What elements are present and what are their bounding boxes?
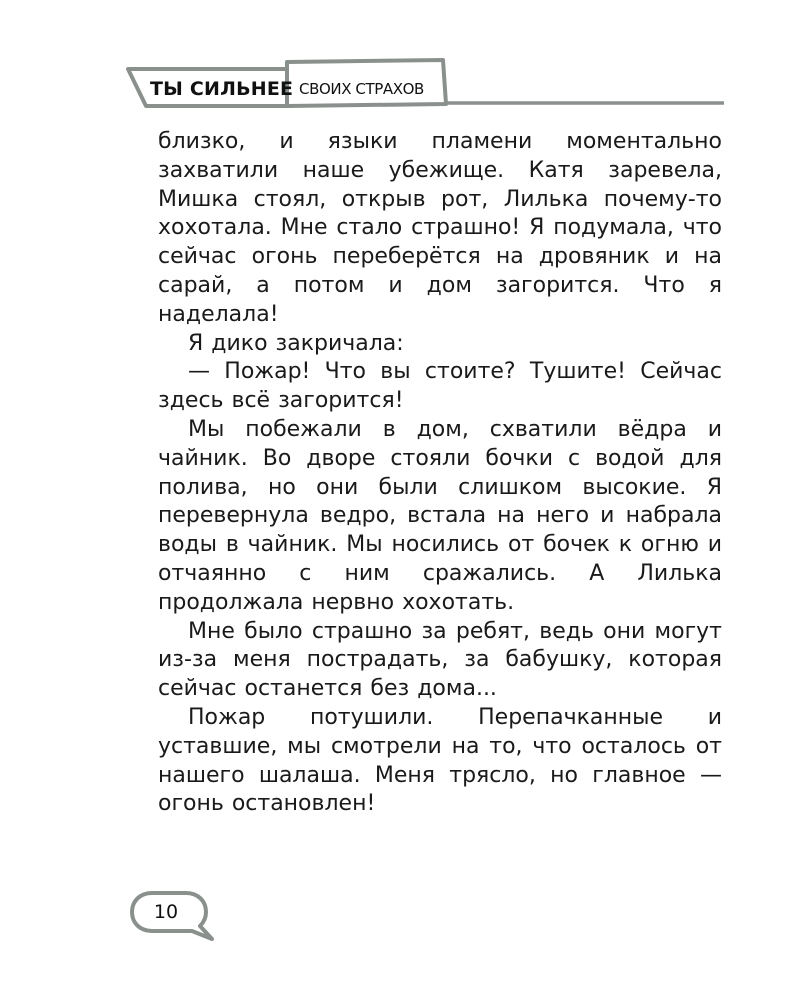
paragraph: — Пожар! Что вы стоите? Тушите! Сейчас здесь всё загорится! [158,359,722,414]
header-title-light: СВОИХ СТРАХОВ [299,80,424,98]
paragraph: Я дико закричала: [188,330,404,356]
header-title-bold: ТЫ СИЛЬНЕЕ [150,78,294,100]
body-text [158,128,722,819]
page-number: 10 [153,901,179,923]
page-header [0,0,800,120]
paragraph: Мы побежали в дом, схватили вёдра и чайник. Во дворе стояли бочки с водой для полива, но они были слишком высокие. Я перевернула ведро, встала на него и набрала воды в чайник. Мы носились от бочек к огню и отчаянно с ним сражались. А Лилька продолжала нервно хохотать. [158,416,722,615]
paragraph: Пожар потушили. Перепачканные и уставшие, мы смотрели на то, что осталось от нашего шалаша. Меня трясло, но главное — огонь остановлен! [158,704,722,817]
page-number-bubble [124,883,224,945]
paragraph: Мне было страшно за ребят, ведь они могут из-за меня пострадать, за бабушку, которая сейчас останется без дома... [158,618,722,702]
paragraph: близко, и языки пламени моментально захватили наше убежище. Катя заревела, Мишка стоял, открыв рот, Лилька почему-то хохотала. Мне стало страшно! Я подумала, что сейчас огонь переберётся на дровяник и на сарай, а потом и дом загорится. Что я наделала! [158,129,722,327]
